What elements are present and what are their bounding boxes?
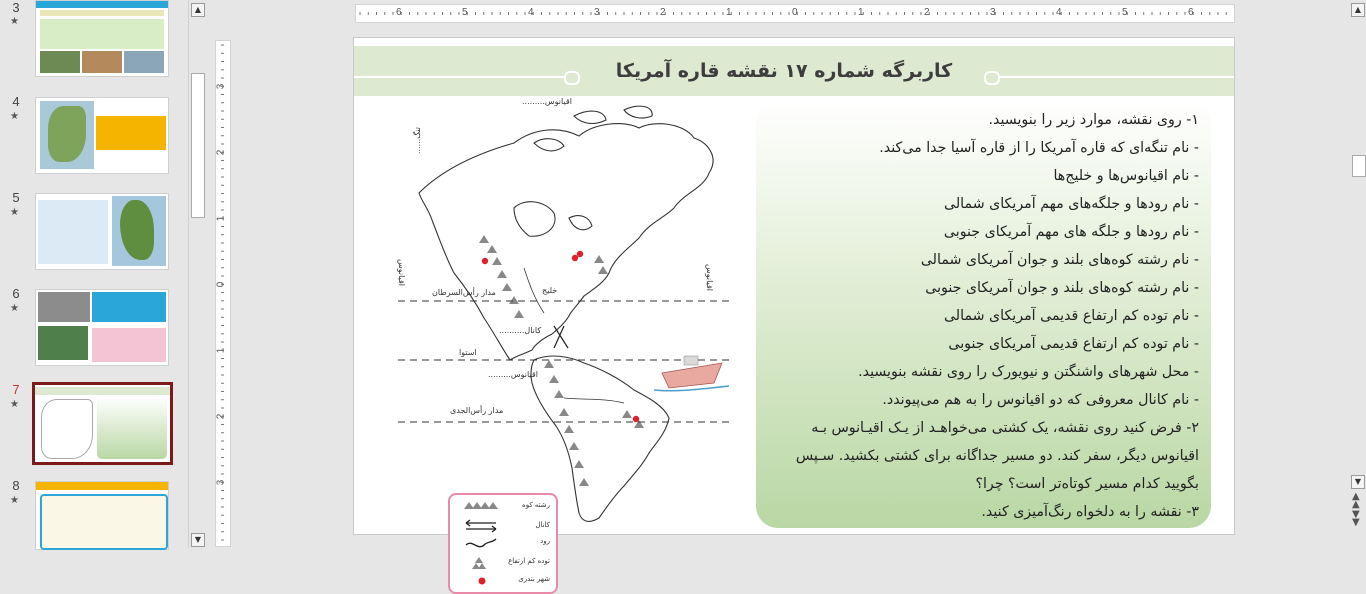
instruction-line: اقیانوس دیگر، سفر کند. دو مسیر جداگانه برای کشتی بکشید. سـپس bbox=[795, 448, 1199, 464]
ruler-number: 6 bbox=[396, 7, 402, 18]
ruler-number: 3 bbox=[594, 7, 600, 18]
ruler-number: 0 bbox=[792, 7, 798, 18]
vertical-ruler[interactable] bbox=[215, 40, 231, 547]
instruction-line: بگویید کدام مسیر کوتاه‌تر است؟ چرا؟ bbox=[975, 476, 1199, 492]
map-label-ocean: اقیانوس......... bbox=[522, 97, 572, 106]
map-legend bbox=[448, 493, 558, 594]
ruler-number: 6 bbox=[1188, 7, 1194, 18]
previous-slide-icon[interactable]: ▲ ▲ bbox=[1352, 491, 1360, 510]
scroll-up-icon[interactable]: ▲ bbox=[1351, 3, 1365, 17]
slide-number: 8 bbox=[12, 478, 20, 493]
ruler-number: 3 bbox=[215, 83, 227, 90]
thumbnail-scrollbar[interactable] bbox=[188, 0, 205, 548]
ruler-number: 3 bbox=[990, 7, 996, 18]
title-decoration-line bbox=[354, 76, 564, 78]
instructions-text-box[interactable] bbox=[756, 100, 1211, 528]
legend-river-label: رود bbox=[540, 537, 550, 545]
slide-number: 7 bbox=[12, 382, 20, 397]
legend-mountains-label: رشته کوه bbox=[522, 501, 550, 509]
scroll-down-icon[interactable]: ▼ bbox=[1351, 475, 1365, 489]
map-label-tropic-capricorn: مدار رأس‌الجدی bbox=[450, 406, 504, 415]
instruction-line: - نام رشته کوه‌های بلند و جوان آمریکای شمالی bbox=[920, 252, 1199, 268]
instruction-line: - نام توده کم ارتفاع قدیمی آمریکای شمالی bbox=[943, 308, 1199, 324]
map-label-ocean: اقیانوس bbox=[397, 258, 407, 287]
slide-number: 4 bbox=[12, 94, 20, 109]
slide-number: 5 bbox=[12, 190, 20, 205]
slide-thumbnail-5[interactable] bbox=[35, 193, 169, 270]
ruler-number: 1 bbox=[858, 7, 864, 18]
instruction-line: ۲- فرض کنید روی نقشه، یک کشتی می‌خواهـد از یـک اقیـانوس بـه bbox=[811, 420, 1199, 436]
title-decoration-line bbox=[1000, 76, 1234, 78]
title-band bbox=[354, 46, 1234, 96]
animation-star-icon: ★ bbox=[10, 16, 19, 27]
animation-star-icon: ★ bbox=[10, 111, 19, 122]
slide-canvas[interactable] bbox=[353, 37, 1235, 583]
title-decoration-knob bbox=[564, 71, 580, 85]
instructions-text bbox=[759, 106, 1199, 526]
scroll-up-icon[interactable]: ▲ bbox=[191, 3, 205, 17]
instruction-line: - نام رودها و جلگه‌های مهم آمریکای شمالی bbox=[944, 196, 1199, 212]
map-label-tropic-cancer: مدار رأس‌السرطان bbox=[432, 288, 496, 297]
animation-star-icon: ★ bbox=[10, 495, 19, 506]
slide-thumbnail-6[interactable] bbox=[35, 289, 169, 366]
slide-thumbnail-pane bbox=[0, 0, 188, 548]
map-label-gulf: خلیج bbox=[542, 286, 558, 295]
title-decoration-knob bbox=[984, 71, 1000, 85]
america-map[interactable] bbox=[384, 97, 754, 583]
slide-title[interactable]: کاربرگه شماره ۱۷ نقشه قاره آمریکا bbox=[615, 60, 953, 82]
next-slide-icon[interactable]: ▼ ▼ bbox=[1352, 509, 1360, 528]
map-label-ocean: اقیانوس......... bbox=[488, 370, 538, 379]
editor-scrollbar[interactable] bbox=[1349, 0, 1366, 548]
ruler-number: 4 bbox=[528, 7, 534, 18]
animation-star-icon: ★ bbox=[10, 399, 19, 410]
instruction-line: - نام تنگه‌ای که قاره آمریکا را از قاره آسیا جدا می‌کند. bbox=[879, 140, 1199, 156]
map-label-strait: تنگ...... bbox=[413, 126, 423, 155]
animation-star-icon: ★ bbox=[10, 303, 19, 314]
ruler-number: 5 bbox=[1122, 7, 1128, 18]
instruction-line: - نام توده کم ارتفاع قدیمی آمریکای جنوبی bbox=[948, 336, 1199, 352]
map-outline bbox=[384, 98, 754, 528]
instruction-line: ۳- نقشه را به دلخواه رنگ‌آمیزی کنید. bbox=[981, 504, 1199, 520]
slide-number: 3 bbox=[12, 0, 20, 15]
ruler-number: 1 bbox=[215, 215, 227, 222]
instruction-line: - نام رودها و جلگه های مهم آمریکای جنوبی bbox=[943, 224, 1199, 240]
legend-canal-label: کانال bbox=[535, 521, 550, 529]
scroll-down-icon[interactable]: ▼ bbox=[191, 533, 205, 547]
ruler-number: 5 bbox=[462, 7, 468, 18]
instruction-line: - نام کانال معروفی که دو اقیانوس را به هم می‌پیوندد. bbox=[882, 392, 1199, 408]
slide-thumbnail-3[interactable] bbox=[35, 0, 169, 77]
horizontal-ruler[interactable] bbox=[355, 4, 1235, 23]
ruler-number: 2 bbox=[660, 7, 666, 18]
ruler-number: 4 bbox=[1056, 7, 1062, 18]
instruction-line: - نام رشته کوه‌های بلند و جوان آمریکای جنوبی bbox=[925, 280, 1199, 296]
instruction-line: - نام اقیانوس‌ها و خلیج‌ها bbox=[1053, 168, 1199, 184]
slide-thumbnail-8[interactable] bbox=[35, 481, 169, 550]
slide-thumbnail-7[interactable] bbox=[32, 382, 173, 465]
ship-illustration bbox=[654, 356, 729, 391]
map-label-canal: کانال.......... bbox=[499, 326, 542, 335]
ruler-number: 3 bbox=[215, 479, 227, 486]
ruler-number: 1 bbox=[726, 7, 732, 18]
ruler-number: 2 bbox=[924, 7, 930, 18]
instruction-line: ۱- روی نقشه، موارد زیر را بنویسید. bbox=[988, 112, 1199, 128]
ruler-number: 1 bbox=[215, 347, 227, 354]
slide-number: 6 bbox=[12, 286, 20, 301]
scrollbar-thumb[interactable] bbox=[1352, 155, 1366, 177]
slide-thumbnail-4[interactable] bbox=[35, 97, 169, 174]
map-label-ocean: اقیانوس bbox=[705, 263, 715, 292]
ruler-number: 0 bbox=[215, 281, 227, 288]
ruler-number: 2 bbox=[215, 413, 227, 420]
ruler-number: 2 bbox=[215, 149, 227, 156]
animation-star-icon: ★ bbox=[10, 207, 19, 218]
scrollbar-thumb[interactable] bbox=[191, 73, 205, 218]
instruction-line: - محل شهرهای واشنگتن و نیویورک را روی نقشه بنویسید. bbox=[858, 364, 1199, 380]
legend-city-label: شهر بندری bbox=[518, 575, 550, 583]
map-label-equator: استوا bbox=[459, 348, 477, 357]
legend-plateau-label: توده کم ارتفاع bbox=[508, 557, 550, 565]
